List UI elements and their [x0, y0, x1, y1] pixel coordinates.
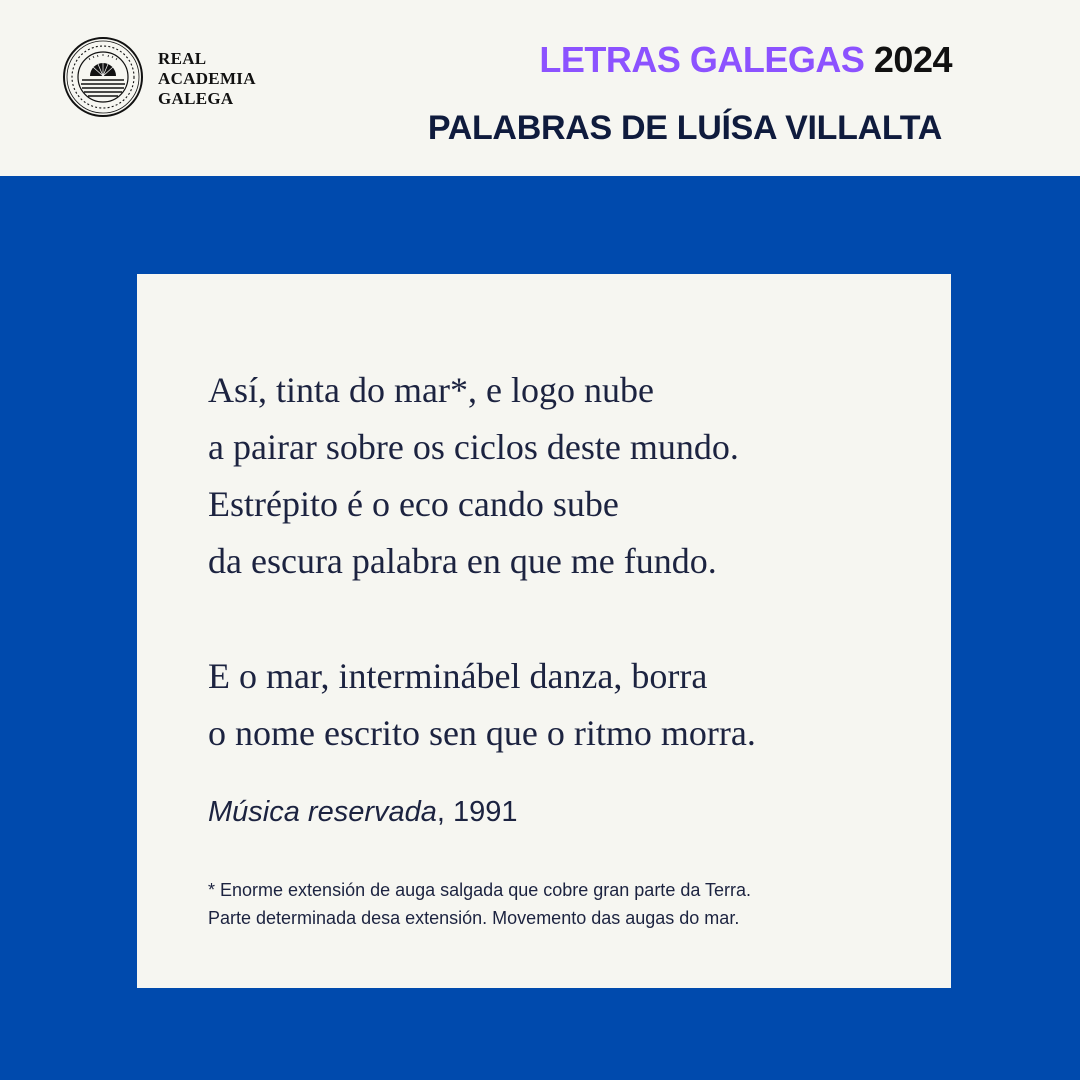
- poem-line: a pairar sobre os ciclos deste mundo.: [208, 427, 739, 467]
- title-year: 2024: [873, 39, 952, 80]
- source-year: 1991: [453, 796, 518, 828]
- organization-name-line1: REAL: [158, 49, 207, 68]
- poem-line: Así, tinta do mar*, e logo nube: [208, 370, 654, 410]
- poem-line: Estrépito é o eco cando sube: [208, 484, 619, 524]
- page-subtitle: PALABRAS DE LUÍSA VILLALTA: [427, 109, 942, 147]
- source-separator: ,: [436, 796, 453, 828]
- poem-line: o nome escrito sen que o ritmo morra.: [208, 713, 756, 753]
- academy-seal-logo: [62, 36, 144, 118]
- footnote-line2: Parte determinada desa extensión. Movemento das augas do mar.: [208, 908, 740, 928]
- poem-text: [208, 362, 756, 762]
- poem-line: E o mar, interminábel danza, borra: [208, 656, 708, 696]
- footnote: [208, 876, 751, 932]
- stanza-break: [208, 590, 756, 648]
- organization-name: [158, 49, 256, 109]
- title-highlight: LETRAS GALEGAS: [539, 39, 865, 80]
- footnote-line1: * Enorme extensión de auga salgada que cobre gran parte da Terra.: [208, 880, 752, 900]
- organization-name-line2: ACADEMIA: [158, 69, 256, 88]
- source-book-title: Música reservada: [208, 796, 437, 828]
- poem-line: da escura palabra en que me fundo.: [208, 541, 717, 581]
- poem-source: [208, 794, 518, 830]
- poem-card: [137, 274, 951, 988]
- page-title: [539, 38, 952, 82]
- header-bar: [0, 0, 1080, 176]
- organization-name-line3: GALEGA: [158, 89, 234, 108]
